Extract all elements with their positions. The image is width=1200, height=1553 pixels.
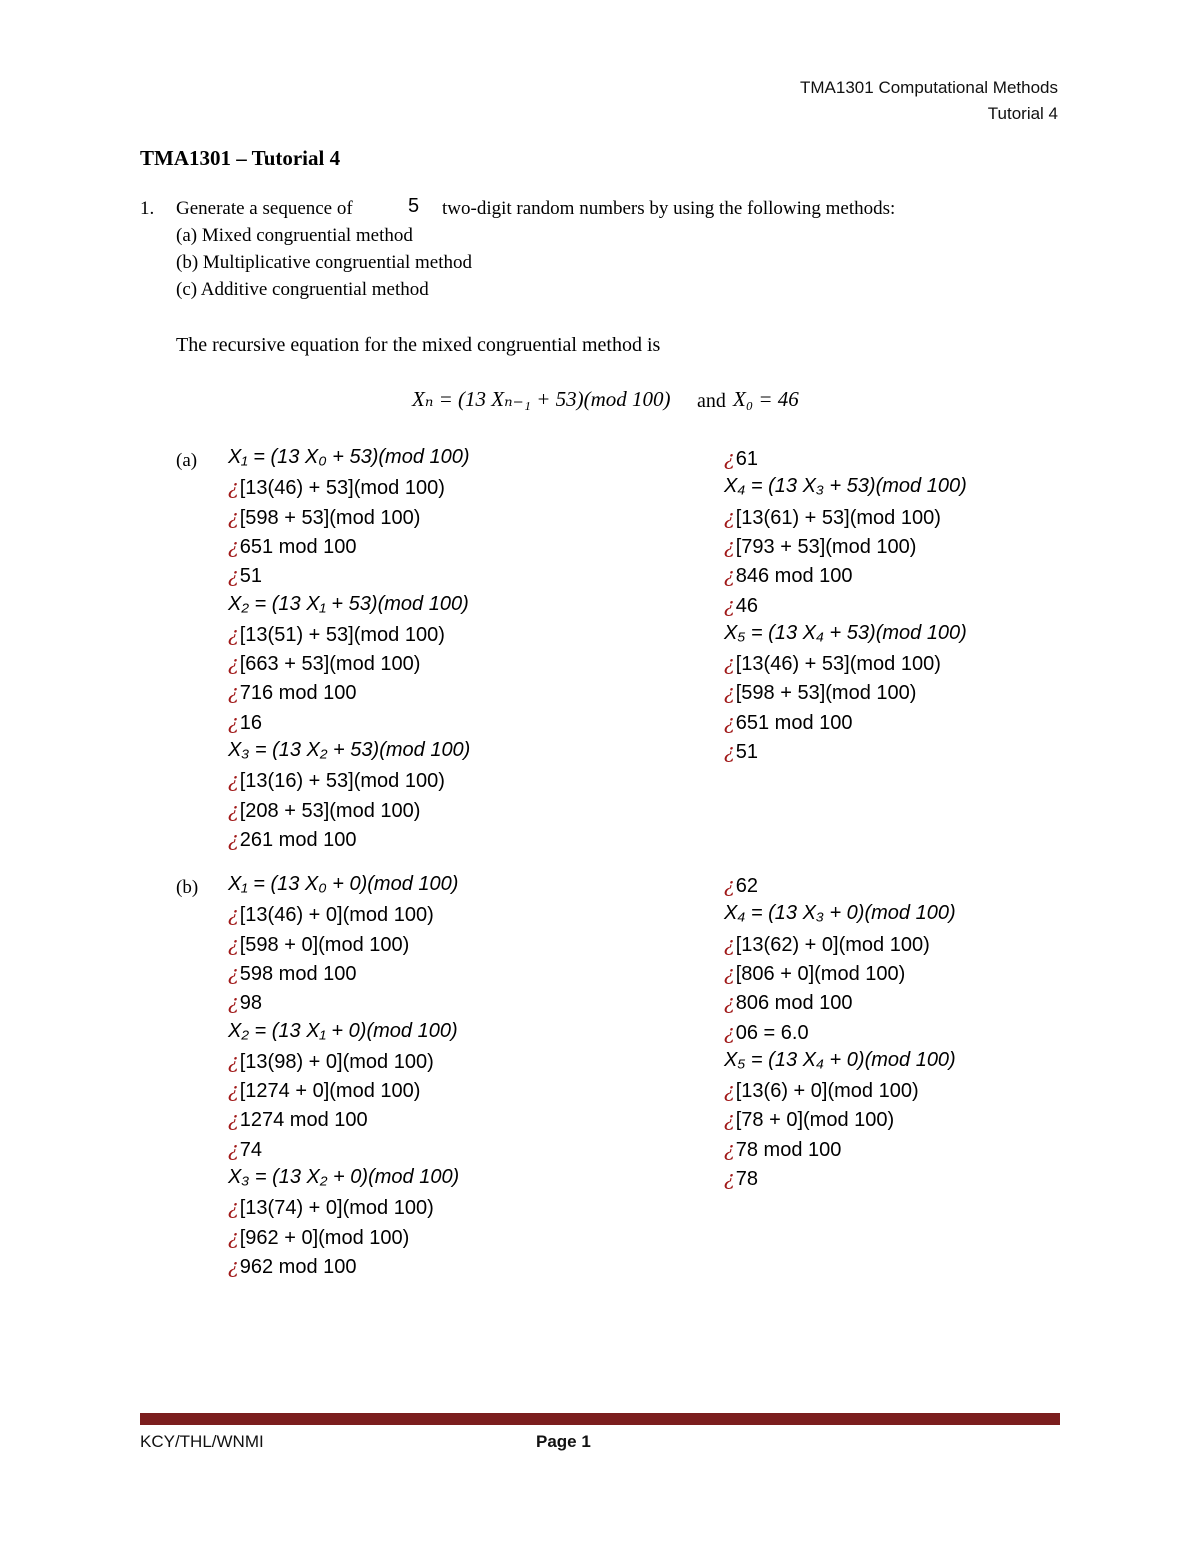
- question-number: 1.: [140, 198, 155, 219]
- step-expression: 78 mod 100: [735, 1138, 842, 1161]
- header-tutorial: Tutorial 4: [987, 104, 1058, 123]
- step-expression: [13(51) + 53](mod 100): [239, 623, 445, 646]
- recursive-equation: Xₙ = (13 Xₙ₋₁ + 53)(mod 100): [412, 387, 671, 411]
- equals-glyph: ¿: [228, 826, 239, 851]
- equals-glyph: ¿: [228, 475, 239, 500]
- equals-glyph: ¿: [228, 768, 239, 793]
- step-expression: [806 + 0](mod 100): [735, 962, 906, 985]
- step-expression: [962 + 0](mod 100): [239, 1226, 410, 1249]
- equals-glyph: ¿: [724, 680, 735, 705]
- equals-glyph: ¿: [724, 446, 735, 470]
- question-count: 5: [408, 195, 420, 217]
- step-expression: 1274 mod 100: [239, 1109, 368, 1132]
- method-c: (c) Additive congruential method: [176, 279, 429, 300]
- header-course: TMA1301 Computational Methods: [800, 78, 1058, 97]
- method-b: (b) Multiplicative congruential method: [176, 252, 473, 273]
- equals-glyph: ¿: [724, 651, 735, 676]
- step-expression: 651 mod 100: [239, 535, 357, 558]
- equals-glyph: ¿: [724, 592, 735, 617]
- equals-glyph: ¿: [724, 504, 735, 529]
- equals-glyph: ¿: [724, 931, 735, 956]
- equals-glyph: ¿: [228, 1253, 239, 1278]
- step-expression: [793 + 53](mod 100): [735, 535, 917, 558]
- equals-glyph: ¿: [724, 1107, 735, 1132]
- equals-glyph: ¿: [228, 709, 239, 734]
- step-expression: 651 mod 100: [735, 711, 853, 734]
- equals-glyph: ¿: [724, 563, 735, 588]
- step-expression: 62: [735, 875, 758, 897]
- equals-glyph: ¿: [228, 680, 239, 705]
- step-expression: 06 = 6.0: [735, 1021, 809, 1044]
- equals-glyph: ¿: [724, 709, 735, 734]
- step-expression: [208 + 53](mod 100): [239, 799, 421, 822]
- step-expression: X₅ = (13 X₄ + 53)(mod 100): [724, 621, 967, 644]
- step-expression: 61: [735, 448, 758, 470]
- equals-glyph: ¿: [228, 621, 239, 646]
- equals-glyph: ¿: [724, 533, 735, 558]
- step-expression: 74: [239, 1138, 262, 1161]
- step-expression: 16: [239, 711, 262, 734]
- equals-glyph: ¿: [228, 504, 239, 529]
- step-expression: 51: [239, 565, 262, 588]
- step-expression: 98: [239, 992, 262, 1015]
- step-expression: 78: [735, 1168, 758, 1190]
- equals-glyph: ¿: [228, 990, 239, 1015]
- step-expression: X₄ = (13 X₃ + 53)(mod 100): [724, 475, 967, 498]
- step-expression: [13(46) + 53](mod 100): [735, 653, 941, 676]
- equals-glyph: ¿: [724, 739, 735, 763]
- step-expression: [13(74) + 0](mod 100): [239, 1197, 434, 1220]
- step-expression: [13(62) + 0](mod 100): [735, 933, 930, 956]
- step-expression: 716 mod 100: [239, 682, 357, 705]
- equals-glyph: ¿: [228, 651, 239, 676]
- part-a-label: (a): [176, 450, 198, 471]
- step-expression: X₃ = (13 X₂ + 53)(mod 100): [228, 739, 471, 761]
- equals-glyph: ¿: [724, 990, 735, 1015]
- equals-glyph: ¿: [228, 960, 239, 985]
- step-expression: X₁ = (13 X₀ + 0)(mod 100): [228, 873, 459, 895]
- equals-glyph: ¿: [228, 797, 239, 822]
- equals-glyph: ¿: [228, 563, 239, 588]
- step-expression: X₃ = (13 X₂ + 0)(mod 100): [228, 1166, 460, 1188]
- equals-glyph: ¿: [228, 1195, 239, 1220]
- question-suffix: two-digit random numbers by using the following methods:: [442, 198, 896, 219]
- step-expression: X₄ = (13 X₃ + 0)(mod 100): [724, 902, 956, 925]
- step-expression: [13(46) + 53](mod 100): [239, 477, 445, 500]
- step-expression: 806 mod 100: [735, 992, 853, 1015]
- step-expression: X₂ = (13 X₁ + 53)(mod 100): [228, 592, 469, 615]
- question-prefix: Generate a sequence of: [176, 198, 353, 219]
- footer-divider: [140, 1413, 1060, 1425]
- step-expression: 46: [735, 594, 758, 617]
- step-expression: X₅ = (13 X₄ + 0)(mod 100): [724, 1048, 956, 1071]
- step-expression: [663 + 53](mod 100): [239, 653, 421, 676]
- equals-glyph: ¿: [228, 1048, 239, 1073]
- equals-glyph: ¿: [724, 960, 735, 985]
- step-expression: [598 + 0](mod 100): [239, 933, 410, 956]
- equals-glyph: ¿: [724, 1019, 735, 1044]
- step-expression: X₁ = (13 X₀ + 53)(mod 100): [228, 446, 470, 468]
- step-expression: 962 mod 100: [239, 1255, 357, 1278]
- step-expression: [13(16) + 53](mod 100): [239, 770, 445, 793]
- step-expression: [598 + 53](mod 100): [239, 506, 421, 529]
- step-expression: [13(98) + 0](mod 100): [239, 1050, 434, 1073]
- step-expression: 261 mod 100: [239, 828, 357, 851]
- footer-page-number: Page 1: [536, 1432, 591, 1451]
- step-expression: [13(6) + 0](mod 100): [735, 1080, 919, 1103]
- step-expression: [1274 + 0](mod 100): [239, 1080, 421, 1103]
- step-expression: [13(46) + 0](mod 100): [239, 904, 434, 927]
- step-expression: 598 mod 100: [239, 962, 357, 985]
- equals-glyph: ¿: [228, 533, 239, 558]
- equals-glyph: ¿: [228, 931, 239, 956]
- footer-initials: KCY/THL/WNMI: [140, 1432, 264, 1451]
- step-expression: [13(61) + 53](mod 100): [735, 506, 941, 529]
- equals-glyph: ¿: [228, 1136, 239, 1161]
- method-a: (a) Mixed congruential method: [176, 225, 413, 246]
- equals-glyph: ¿: [228, 1078, 239, 1103]
- step-expression: 846 mod 100: [735, 565, 853, 588]
- recursive-intro: The recursive equation for the mixed congruential method is: [176, 334, 661, 356]
- initial-value: X₀ = 46: [733, 387, 799, 411]
- equals-glyph: ¿: [724, 1136, 735, 1161]
- equals-glyph: ¿: [228, 902, 239, 927]
- equals-glyph: ¿: [724, 1078, 735, 1103]
- step-expression: [78 + 0](mod 100): [735, 1109, 895, 1132]
- page-title: TMA1301 – Tutorial 4: [140, 146, 341, 170]
- step-expression: [598 + 53](mod 100): [735, 682, 917, 705]
- equals-glyph: ¿: [724, 873, 735, 897]
- equals-glyph: ¿: [228, 1107, 239, 1132]
- part-b-label: (b): [176, 877, 199, 898]
- step-expression: X₂ = (13 X₁ + 0)(mod 100): [228, 1019, 458, 1042]
- and-label: and: [697, 390, 726, 412]
- equals-glyph: ¿: [724, 1166, 735, 1190]
- equals-glyph: ¿: [228, 1224, 239, 1249]
- step-expression: 51: [735, 741, 758, 763]
